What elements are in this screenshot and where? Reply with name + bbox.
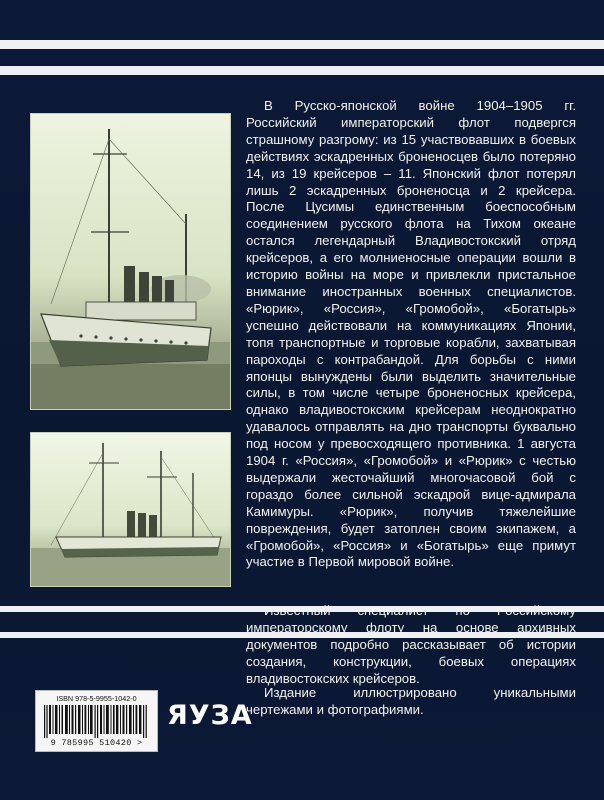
cruiser-photo-1	[30, 113, 231, 410]
publisher-logo: ЯУЗА	[167, 700, 253, 731]
barcode-digits: 9 785995 510420 >	[50, 738, 143, 748]
top-stripe-1	[0, 40, 604, 49]
description-paragraph-2: Известный специалист по Российскому императорскому флоту на основе архивных документов подробно рассказывает об истории создания, конструкции, боевых операциях владивостокских крейсеров.	[246, 603, 576, 686]
barcode-bars	[44, 705, 149, 738]
description-paragraph-3: Издание иллюстрировано уникальными чертежами и фотографиями.	[246, 685, 576, 717]
barcode	[35, 690, 158, 752]
cruiser-photo-2	[30, 432, 231, 587]
top-stripe-2	[0, 66, 604, 75]
isbn-label: ISBN 978-5-9955-1042-0	[56, 694, 137, 703]
description-paragraph-1: В Русско-японской войне 1904–1905 гг. Российский императорский флот подвергся страшному разгрому: из 15 участвовавших в боевых действиях эскадренных броненосцев было потеряно 14, из 19 крейсеров – 11. Японский флот потерял лишь 2 эскадренных броненосца и 2 крейсера. После Цусимы единственным боеспособным соединением русского флота на Тихом океане остался легендарный Владивостокский отряд крейсеров, а его молниеносные операции вошли в историю войны на море и привлекли пристальное внимание иностранных военных специалистов. «Рюрик», «Россия», «Громобой», «Богатырь» успешно действовали на коммуникациях Японии, топя транспортные и торговые корабли, захватывая пароходы с контрабандой. Для борьбы с ними японцы вынуждены были выделить значительные силы, в том числе четыре броненосных крейсера, однако владивостокским крейсерам неоднократно удавалось отправлять на дно транспорты буквально под носом у превосходящего противника. 1 августа 1904 г. «Россия», «Громобой» и «Рюрик» с честью выдержали жесточайший многочасовой бой с гораздо более сильной эскадрой вице-адмирала Камимуры. «Рюрик», получив тяжелейшие повреждения, будет затоплен своим экипажем, а «Громобой», «Россия» и «Богатырь» еще примут участие в Первой мировой войне.	[246, 98, 576, 570]
